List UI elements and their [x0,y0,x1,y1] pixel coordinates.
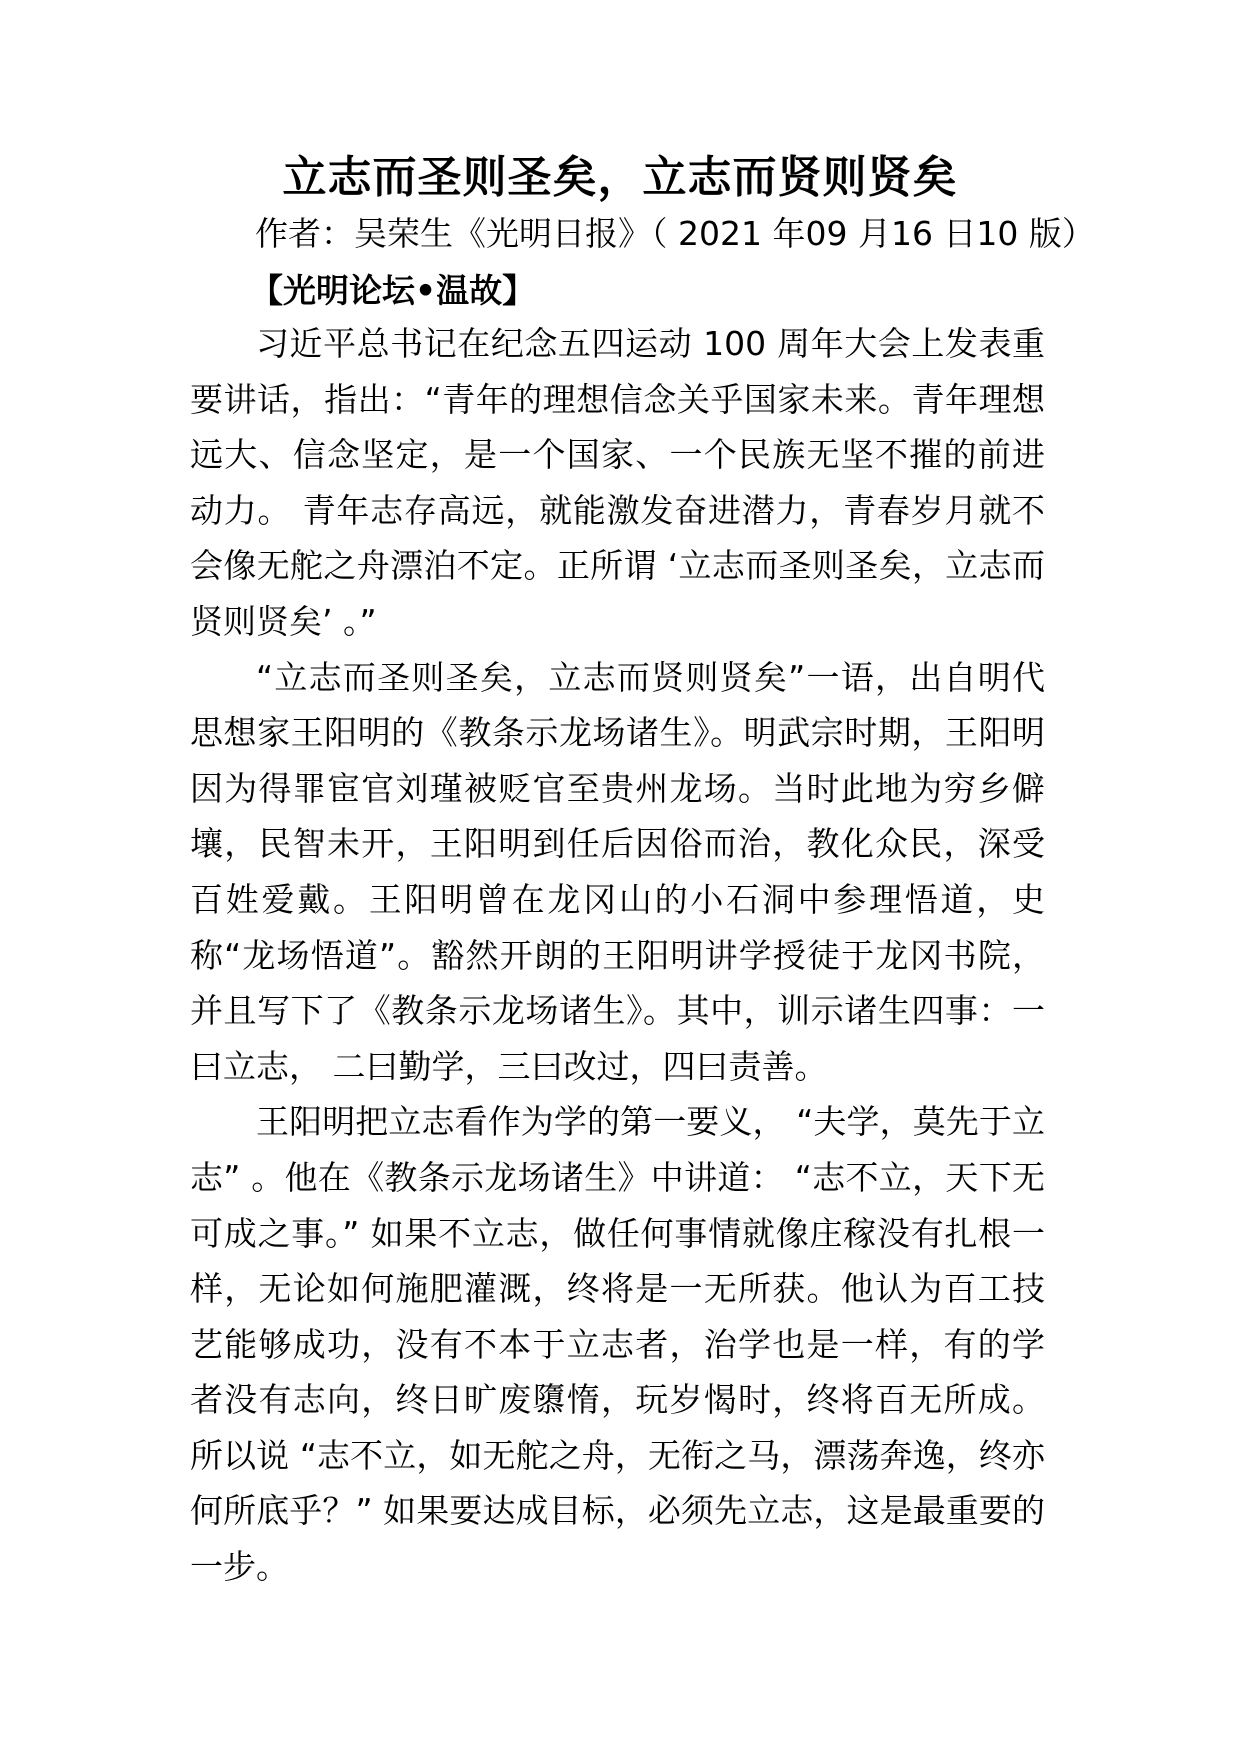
article-title: 立志而圣则圣矣，立志而贤则贤矣 [282,152,958,203]
article-byline: 作者：吴荣生《光明日报》（ 2021 年09 月16 日10 版） [255,214,1095,253]
paragraph-1: 习近平总书记在纪念五四运动 100 周年大会上发表重要讲话，指出：“青年的理想信念关乎国家未来。青年理想远大、信念坚定，是一个国家、一个民族无坚不摧的前进动力。 青年志存高远，就能激发奋进潜力，青春岁月就不会像无舵之舟漂泊不定。正所谓 ‘立志而圣则圣矣，立志而贤则贤矣’ 。” [190,324,1045,641]
paragraph-3: 王阳明把立志看作为学的第一要义， “夫学，莫先于立志” 。他在《教条示龙场诸生》中讲道： “志不立，天下无可成之事。” 如果不立志，做任何事情就像庄稼没有扎根一样，无论如何施肥灌溉，终将是一无所获。他认为百工技艺能够成功，没有不本于立志者，治学也是一样，有的学者没有志向，终日旷废隳惰，玩岁愒时，终将百无所成。所以说 “志不立，如无舵之舟，无衔之马，漂荡奔逸，终亦何所底乎？” 如果要达成目标，必须先立志，这是最重要的一步。 [190,1102,1046,1587]
paragraph-2: “立志而圣则圣矣，立志而贤则贤矣”一语，出自明代思想家王阳明的《教条示龙场诸生》。明武宗时期，王阳明因为得罪宦官刘瑾被贬官至贵州龙场。当时此地为穷乡僻壤，民智未开，王阳明到任后因俗而治，教化众民，深受百姓爱戴。王阳明曾在龙冈山的小石洞中参理悟道，史称“龙场悟道”。豁然开朗的王阳明讲学授徒于龙冈书院，并且写下了《教条示龙场诸生》。其中，训示诸生四事：一曰立志， 二曰勤学，三曰改过，四曰责善。 [190,657,1045,1086]
article-body [190,316,1045,1595]
column-tag: 【光明论坛•温故】 [250,271,536,310]
